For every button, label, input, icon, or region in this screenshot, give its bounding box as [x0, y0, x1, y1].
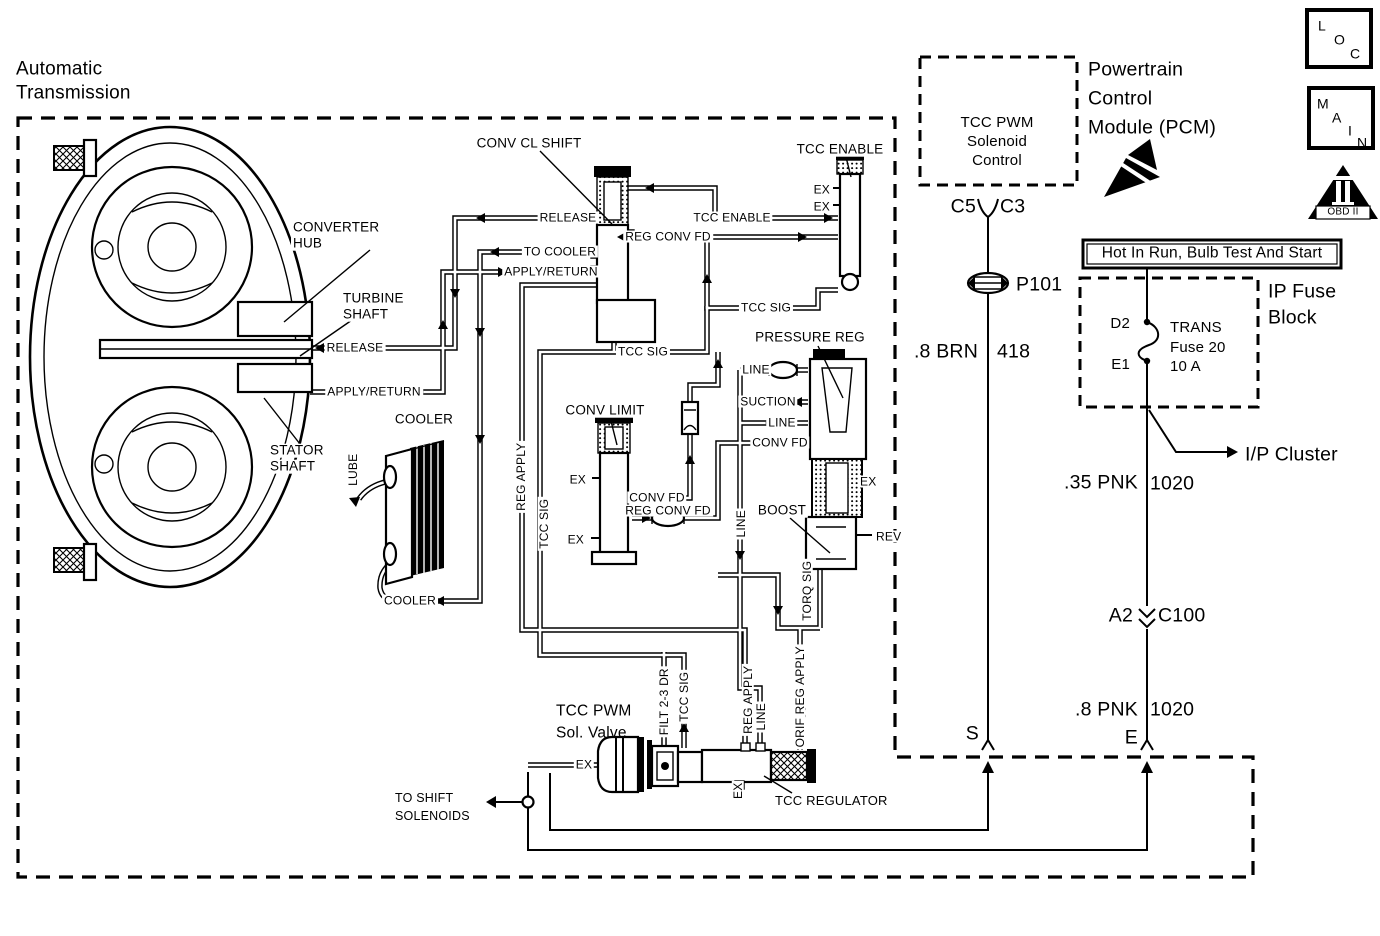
port-release-hub: RELEASE	[326, 340, 384, 355]
ip-fuse-block-box	[1080, 278, 1258, 407]
connector-c100: C100	[1158, 604, 1206, 627]
wire-1020b-gauge: .8 PNK	[1075, 698, 1138, 721]
cooler-title: COOLER	[394, 411, 454, 427]
port-rev: REV	[876, 529, 902, 544]
tcc-pwm-control-box	[920, 57, 1077, 185]
conv-cl-shift-valve	[591, 166, 655, 342]
solenoid-terminal-s: S	[965, 722, 979, 745]
pcm-terminal-c3: C3	[1000, 195, 1026, 218]
main-letter-a: A	[1332, 109, 1342, 126]
line-filt-2-3-dr: FILT 2-3 DR	[656, 668, 671, 736]
ip-fuse-block-title-1: IP Fuse	[1268, 280, 1337, 303]
pcm-terminal-c5: C5	[950, 195, 976, 218]
port-cooler-inline: COOLER	[384, 593, 436, 608]
obd-ii-label: OBD II	[1327, 206, 1359, 218]
converter-hub-label-1: CONVERTER	[293, 219, 380, 235]
title-line-1: Automatic	[16, 58, 103, 80]
wire-1020a-number: 1020	[1150, 472, 1195, 495]
callout-lines	[264, 151, 851, 793]
converter-hub-label-2: HUB	[293, 235, 323, 251]
main-icon	[1309, 88, 1373, 151]
conv-limit-valve	[591, 414, 636, 564]
port-apply-return-hub: APPLY/RETURN	[327, 384, 421, 399]
port-apply-return-valve: APPLY/RETURN	[504, 264, 598, 279]
pressure-reg-valve	[810, 349, 874, 517]
main-letter-n: N	[1357, 134, 1368, 151]
wire-418-gauge: .8 BRN	[913, 340, 978, 363]
fuse-name-line-2: Fuse 20	[1170, 338, 1226, 356]
line-orif-reg-apply: ORIF REG APPLY	[792, 646, 807, 748]
to-shift-solenoids-1: TO SHIFT	[395, 791, 454, 806]
loc-letter-l: L	[1318, 17, 1326, 34]
line-line-v1: LINE	[733, 510, 748, 538]
stator-shaft-label-2: SHAFT	[270, 458, 316, 474]
port-reg-conv-fd-b: REG CONV FD	[625, 503, 711, 518]
turbine-shaft-label-1: TURBINE	[343, 290, 404, 306]
tcc-pwm-valve-label-2: Sol. Valve	[556, 724, 627, 742]
pressure-reg-label: PRESSURE REG	[755, 329, 865, 345]
boost-valve	[806, 517, 872, 569]
inline-check-valves	[652, 362, 806, 718]
main-letter-m: M	[1317, 95, 1329, 112]
turbine-shaft-label-2: SHAFT	[343, 306, 389, 322]
line-reg-apply-v2: REG APPLY	[740, 665, 755, 734]
torque-converter-illustration	[30, 127, 312, 587]
port-line-b: LINE	[768, 415, 796, 430]
tcc-regulator-label: TCC REGULATOR	[775, 792, 888, 808]
port-line-a: LINE	[742, 362, 770, 377]
port-ex-pressure-reg: EX	[860, 474, 877, 489]
tcc-pwm-control-line-3: Control	[972, 151, 1022, 169]
line-tcc-sig-a: TCC SIG	[740, 300, 792, 315]
line-tcc-enable: TCC ENABLE	[693, 210, 771, 225]
port-lube: LUBE	[345, 453, 360, 486]
port-release-valve: RELEASE	[539, 210, 597, 225]
pcm-name-line-2: Control	[1088, 87, 1153, 110]
power-banner-text: Hot In Run, Bulb Test And Start	[1101, 244, 1323, 262]
boost-label: BOOST	[757, 502, 807, 518]
fuse-name-line-1: TRANS	[1170, 318, 1222, 336]
loc-icon	[1307, 10, 1371, 67]
ip-cluster: I/P Cluster	[1245, 443, 1338, 466]
pcm-name-line-3: Module (PCM)	[1088, 116, 1217, 139]
tcc-pwm-control-line-1: TCC PWM	[960, 113, 1034, 131]
esd-warning-icon	[1104, 139, 1160, 197]
fuse-name-line-3: 10 A	[1170, 357, 1201, 375]
line-line-v2: LINE	[753, 703, 768, 731]
ip-fuse-block-title-2: Block	[1268, 306, 1317, 329]
tcc-pwm-control-line-2: Solenoid	[967, 132, 1027, 150]
title-line-2: Transmission	[16, 82, 131, 104]
port-ex-regulator: EX	[730, 782, 745, 799]
obd-ii-icon	[1308, 165, 1378, 219]
conv-limit-label: CONV LIMIT	[565, 402, 645, 418]
stator-shaft-label-1: STATOR	[270, 442, 324, 458]
cooler-illustration	[384, 440, 444, 584]
to-shift-solenoids-2: SOLENOIDS	[395, 809, 470, 824]
port-conv-fd-a: CONV FD	[752, 435, 808, 450]
port-suction: SUCTION	[740, 394, 796, 409]
solenoid-terminal-e: E	[1124, 726, 1138, 749]
tcc-pwm-valve-label-1: TCC PWM	[556, 702, 632, 720]
conv-cl-shift-label: CONV CL SHIFT	[476, 135, 582, 151]
port-ex-limit-2: EX	[567, 532, 584, 547]
wire-418-number: 418	[997, 340, 1031, 363]
wire-1020b-number: 1020	[1150, 698, 1195, 721]
line-torq-sig: TORQ SIG	[799, 560, 814, 621]
port-to-cooler: TO COOLER	[523, 244, 597, 259]
connector-p101: P101	[1016, 273, 1063, 296]
loc-letter-c: C	[1350, 45, 1361, 62]
port-ex-limit-1: EX	[569, 472, 586, 487]
port-reg-conv-fd-a: REG CONV FD	[625, 229, 711, 244]
port-ex-solenoid: EX	[575, 757, 593, 772]
wire-1020a-gauge: .35 PNK	[1063, 471, 1138, 494]
line-tcc-sig-v1: TCC SIG	[536, 498, 551, 549]
power-banner-frame	[1083, 240, 1341, 268]
line-tcc-sig-b: TCC SIG	[617, 344, 669, 359]
main-letter-i: I	[1348, 122, 1353, 139]
port-ex-enable-1: EX	[813, 182, 830, 197]
connector-c100-pin: A2	[1108, 604, 1133, 627]
line-tcc-sig-v2: TCC SIG	[676, 671, 691, 722]
pcm-name-line-1: Powertrain	[1088, 58, 1184, 81]
port-conv-fd-b: CONV FD	[629, 490, 685, 505]
fuse-cavity-d2: D2	[1110, 314, 1130, 332]
fuse-cavity-e1: E1	[1111, 355, 1130, 373]
line-reg-apply-v1: REG APPLY	[513, 442, 528, 511]
tcc-enable-valve-label: TCC ENABLE	[796, 141, 884, 157]
port-ex-enable-2: EX	[813, 199, 830, 214]
loc-letter-o: O	[1334, 31, 1346, 48]
